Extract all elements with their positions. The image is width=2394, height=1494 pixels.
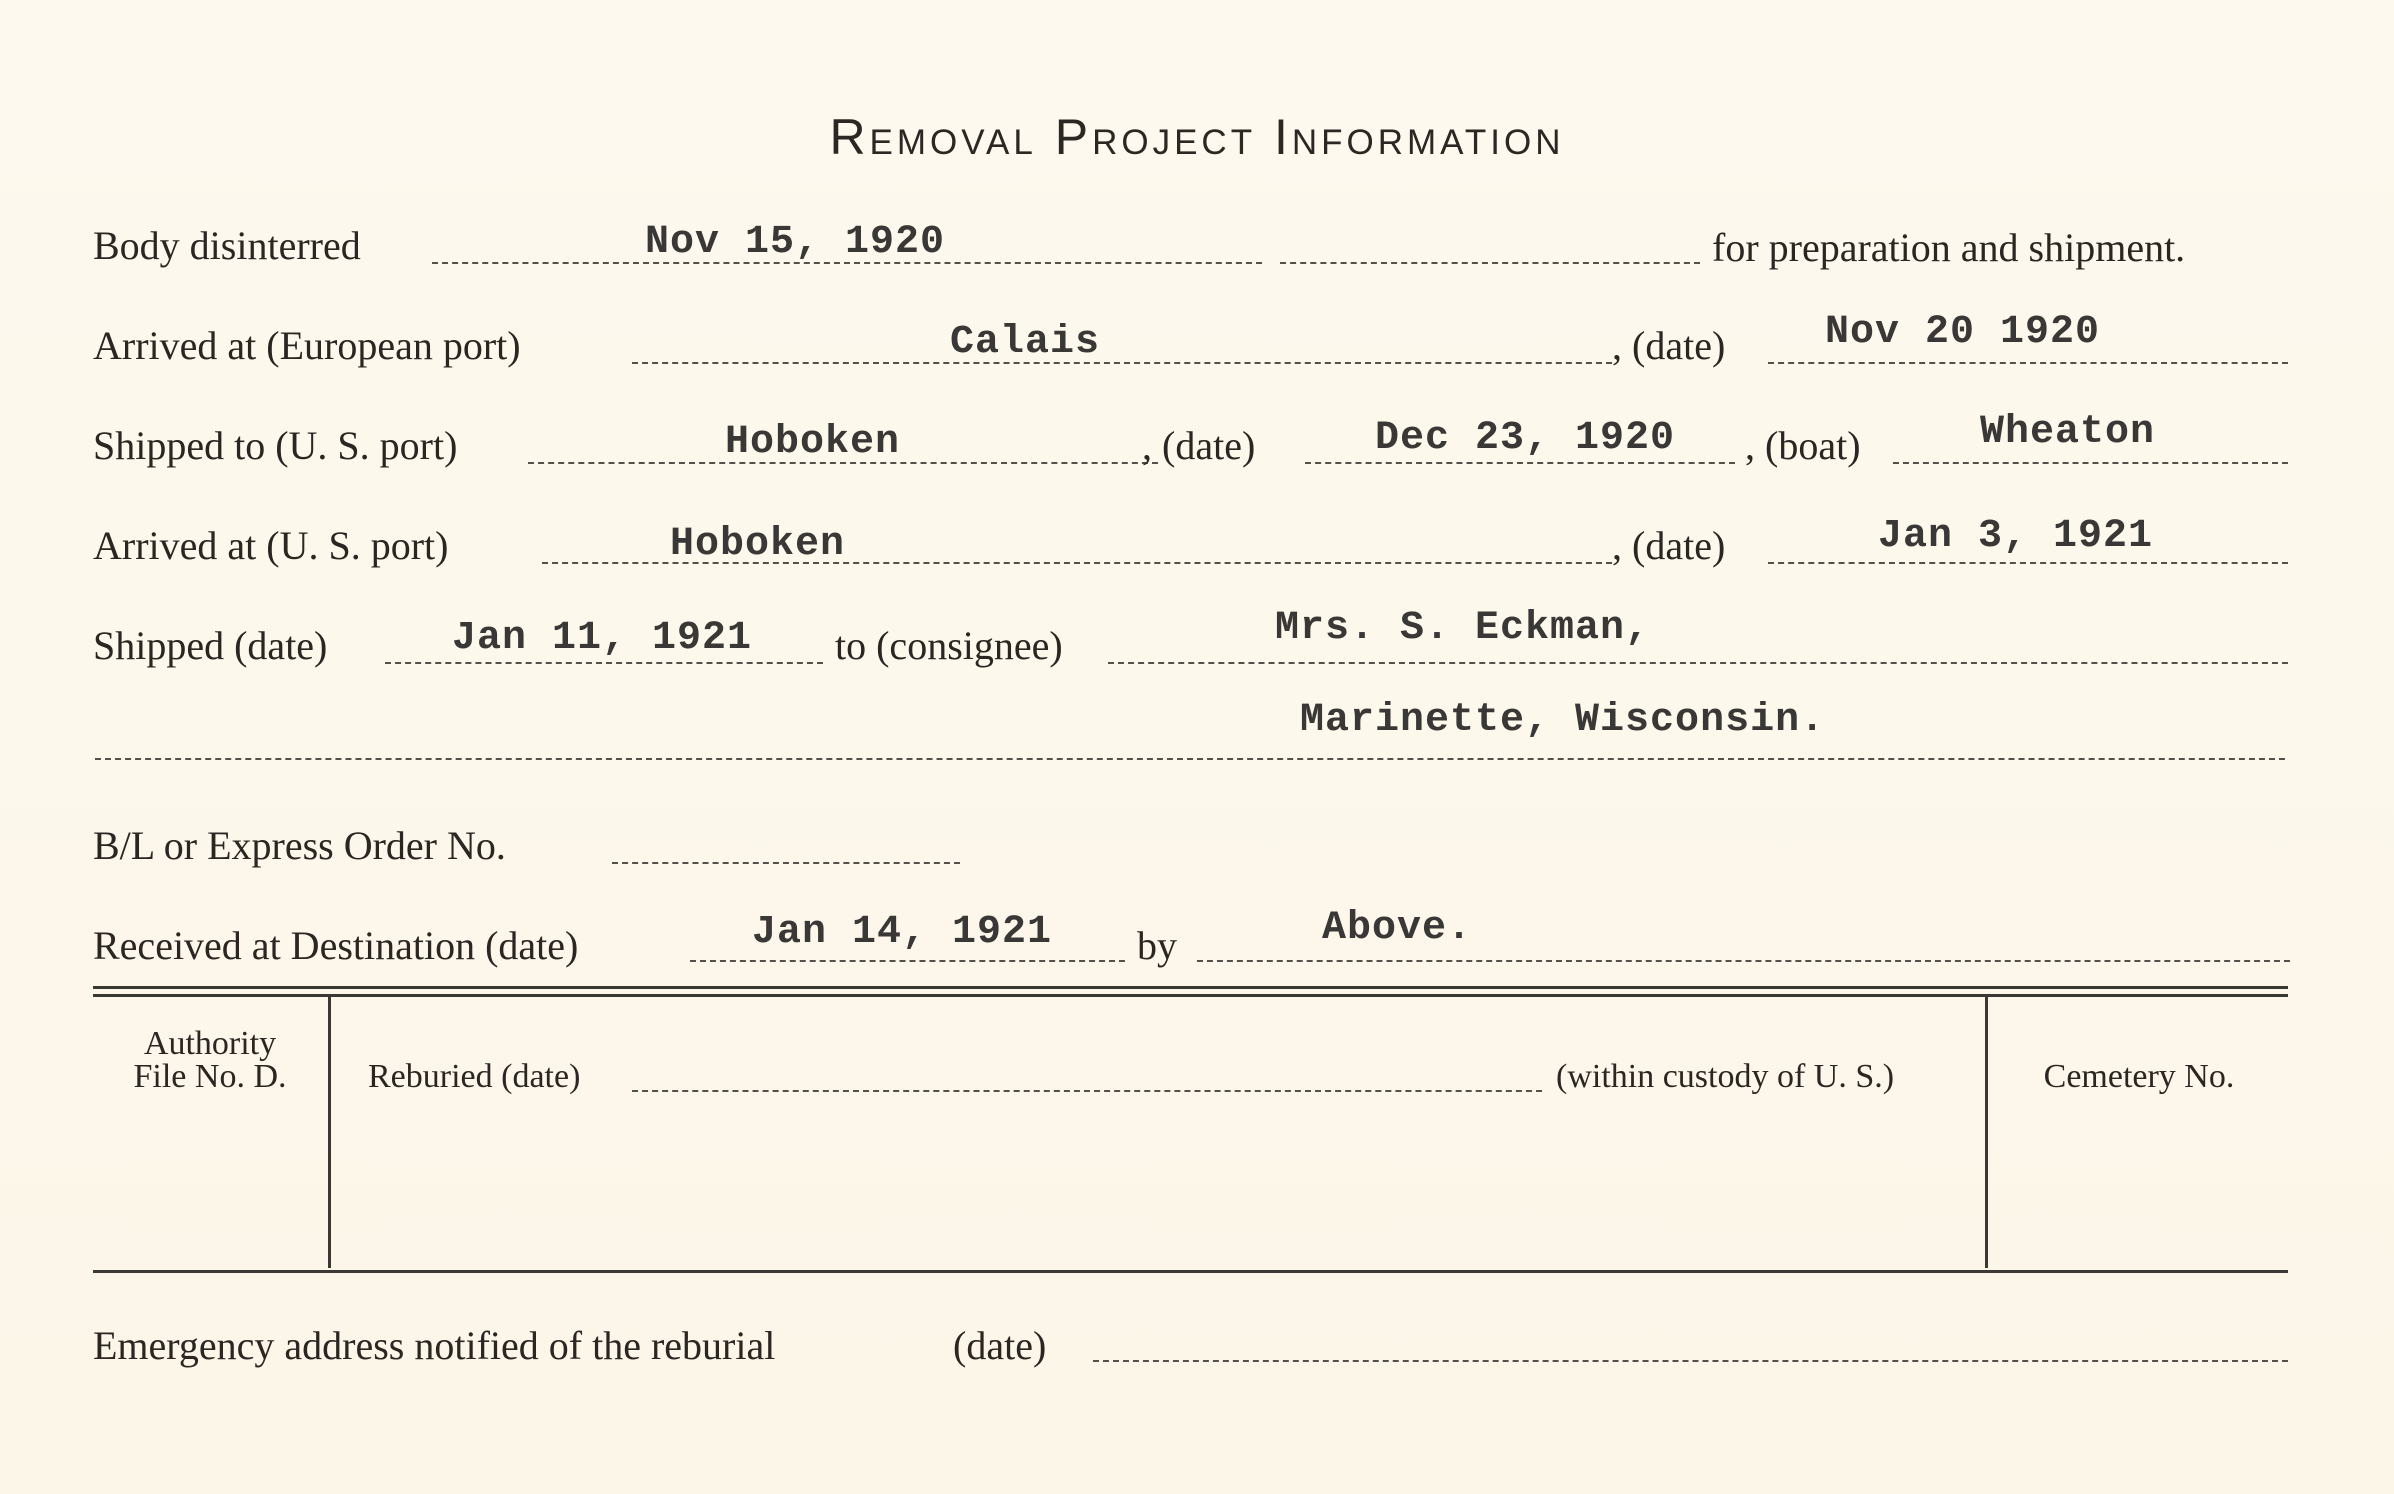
authority-label-2: File No. D. [133,1058,287,1095]
shipped-us-boat-label: , (boat) [1745,423,1861,468]
received-label: Received at Destination (date) [93,923,579,968]
cemetery-label: Cemetery No. [2043,1058,2235,1095]
shipped-date-line [385,662,823,664]
body-disinterred-value: Nov 15, 1920 [645,220,946,265]
shipped-date-label: Shipped (date) [93,623,328,668]
body-disinterred-line-2 [1280,262,1700,264]
table-divider-right [1985,994,1988,1268]
received-date-line [690,960,1125,962]
arrived-us-port: Hoboken [670,522,846,567]
received-by-line [1197,960,2290,962]
shipped-us-label: Shipped to (U. S. port) [93,423,458,468]
reburied-label: Reburied (date) [368,1058,581,1095]
received-by-label: by [1137,923,1177,968]
shipped-us-date: Dec 23, 1920 [1375,416,1676,461]
emergency-date-label: (date) [953,1323,1047,1368]
table-divider-left [328,994,331,1268]
consignee-label: to (consignee) [835,623,1063,668]
custody-label: (within custody of U. S.) [1556,1058,1895,1095]
emergency-date-line [1093,1360,2288,1362]
table-bottom-rule [93,1270,2288,1273]
table-top-rule [93,986,2288,989]
shipped-us-date-label: , (date) [1142,423,1256,468]
table-top-rule-2 [93,994,2288,997]
arrived-european-date-line [1768,362,2288,364]
arrived-us-label: Arrived at (U. S. port) [93,523,449,568]
consignee-address: Marinette, Wisconsin. [1300,698,1826,743]
arrived-european-port: Calais [950,320,1101,365]
arrived-european-label: Arrived at (European port) [93,323,521,368]
shipped-us-date-line [1305,462,1735,464]
shipped-date-value: Jan 11, 1921 [452,616,753,661]
arrived-us-date-line [1768,562,2288,564]
shipped-us-port: Hoboken [725,420,901,465]
reburied-line [632,1090,1542,1092]
emergency-label: Emergency address notified of the reburial [93,1323,776,1368]
shipped-us-boat-line [1893,462,2288,464]
received-by-value: Above. [1322,906,1473,951]
arrived-european-port-line [632,362,1612,364]
arrived-us-date-label: , (date) [1612,523,1726,568]
body-disinterred-suffix: for preparation and shipment. [1712,225,2186,270]
shipped-us-boat: Wheaton [1980,410,2156,455]
form-title: Removal Project Information [829,109,1565,165]
authority-label-1: Authority [143,1025,277,1062]
arrived-european-date-label: , (date) [1612,323,1726,368]
consignee-address-line [95,758,2285,760]
arrived-european-date: Nov 20 1920 [1825,310,2101,355]
consignee-name: Mrs. S. Eckman, [1275,606,1651,651]
bl-order-line [612,862,960,864]
body-disinterred-label: Body disinterred [93,223,361,268]
consignee-line [1108,662,2288,664]
arrived-us-date: Jan 3, 1921 [1878,514,2154,559]
received-date: Jan 14, 1921 [752,910,1053,955]
bl-order-label: B/L or Express Order No. [93,823,506,868]
